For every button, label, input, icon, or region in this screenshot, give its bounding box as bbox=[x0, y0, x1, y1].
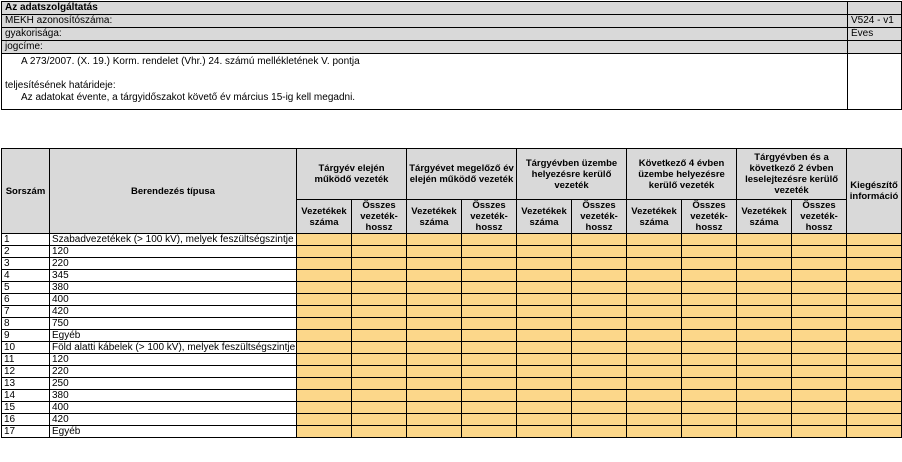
row-number: 5 bbox=[2, 282, 50, 294]
input-cell[interactable] bbox=[682, 306, 737, 318]
input-cell[interactable] bbox=[682, 258, 737, 270]
header-table bbox=[1, 1, 902, 110]
input-cell[interactable] bbox=[792, 234, 847, 246]
input-cell[interactable] bbox=[682, 378, 737, 390]
id-label: MEKH azonosítószáma: bbox=[2, 15, 848, 28]
input-cell[interactable] bbox=[297, 234, 352, 246]
input-cell[interactable] bbox=[682, 366, 737, 378]
row-number: 11 bbox=[2, 354, 50, 366]
input-cell[interactable] bbox=[627, 390, 682, 402]
input-cell[interactable] bbox=[297, 378, 352, 390]
col-extra-header: Kiegészítő információ bbox=[847, 149, 902, 234]
legal-text: A 273/2007. (X. 19.) Korm. rendelet (Vhr.) 24. számú mellékletének V. pontja bbox=[21, 56, 360, 67]
input-cell[interactable] bbox=[737, 258, 792, 270]
input-cell[interactable] bbox=[627, 354, 682, 366]
input-cell[interactable] bbox=[682, 354, 737, 366]
table-row bbox=[2, 342, 902, 354]
legal-description bbox=[2, 54, 848, 110]
group-header-3: Tárgyévben üzembe helyezésre kerülő vezeték bbox=[517, 149, 627, 200]
input-cell[interactable] bbox=[627, 294, 682, 306]
input-cell[interactable] bbox=[407, 402, 462, 414]
input-cell[interactable] bbox=[792, 306, 847, 318]
extra-info-cell[interactable] bbox=[847, 294, 902, 306]
input-cell[interactable] bbox=[737, 246, 792, 258]
input-cell[interactable] bbox=[792, 282, 847, 294]
header-title-blank bbox=[848, 2, 902, 15]
input-cell[interactable] bbox=[462, 282, 517, 294]
input-cell[interactable] bbox=[792, 342, 847, 354]
extra-info-cell[interactable] bbox=[847, 402, 902, 414]
input-cell[interactable] bbox=[517, 246, 572, 258]
data-table bbox=[1, 148, 902, 438]
input-cell[interactable] bbox=[572, 270, 627, 282]
header-title: Az adatszolgáltatás bbox=[2, 2, 848, 15]
input-cell[interactable] bbox=[517, 294, 572, 306]
extra-info-cell[interactable] bbox=[847, 282, 902, 294]
group-header-1: Tárgyév elején működő vezeték bbox=[297, 149, 407, 200]
table-row bbox=[2, 318, 902, 330]
sub-header-count: Vezetékek száma bbox=[737, 200, 792, 234]
row-label: 380 bbox=[50, 390, 297, 402]
sub-header-length: Összes vezeték-hossz bbox=[572, 200, 627, 234]
input-cell[interactable] bbox=[297, 414, 352, 426]
input-cell[interactable] bbox=[627, 414, 682, 426]
input-cell[interactable] bbox=[682, 294, 737, 306]
table-row bbox=[2, 282, 902, 294]
input-cell[interactable] bbox=[407, 306, 462, 318]
row-number: 4 bbox=[2, 270, 50, 282]
row-number: 1 bbox=[2, 234, 50, 246]
input-cell[interactable] bbox=[792, 402, 847, 414]
input-cell[interactable] bbox=[517, 366, 572, 378]
input-cell[interactable] bbox=[517, 318, 572, 330]
input-cell[interactable] bbox=[572, 258, 627, 270]
input-cell[interactable] bbox=[407, 258, 462, 270]
input-cell[interactable] bbox=[627, 402, 682, 414]
table-row bbox=[2, 306, 902, 318]
input-cell[interactable] bbox=[627, 426, 682, 438]
sub-header-count: Vezetékek száma bbox=[627, 200, 682, 234]
input-cell[interactable] bbox=[627, 234, 682, 246]
input-cell[interactable] bbox=[792, 258, 847, 270]
input-cell[interactable] bbox=[572, 246, 627, 258]
freq-label: gyakorisága: bbox=[2, 28, 848, 41]
input-cell[interactable] bbox=[517, 282, 572, 294]
input-cell[interactable] bbox=[682, 390, 737, 402]
table-row bbox=[2, 414, 902, 426]
input-cell[interactable] bbox=[297, 306, 352, 318]
input-cell[interactable] bbox=[517, 426, 572, 438]
input-cell[interactable] bbox=[462, 270, 517, 282]
input-cell[interactable] bbox=[297, 330, 352, 342]
input-cell[interactable] bbox=[352, 330, 407, 342]
input-cell[interactable] bbox=[572, 426, 627, 438]
input-cell[interactable] bbox=[682, 282, 737, 294]
input-cell[interactable] bbox=[572, 366, 627, 378]
input-cell[interactable] bbox=[407, 390, 462, 402]
input-cell[interactable] bbox=[462, 378, 517, 390]
input-cell[interactable] bbox=[352, 390, 407, 402]
input-cell[interactable] bbox=[517, 258, 572, 270]
input-cell[interactable] bbox=[737, 294, 792, 306]
input-cell[interactable] bbox=[682, 246, 737, 258]
input-cell[interactable] bbox=[352, 366, 407, 378]
input-cell[interactable] bbox=[352, 378, 407, 390]
table-row bbox=[2, 390, 902, 402]
table-row bbox=[2, 258, 902, 270]
input-cell[interactable] bbox=[627, 318, 682, 330]
input-cell[interactable] bbox=[352, 258, 407, 270]
row-number: 9 bbox=[2, 330, 50, 342]
input-cell[interactable] bbox=[462, 342, 517, 354]
row-number: 14 bbox=[2, 390, 50, 402]
input-cell[interactable] bbox=[737, 318, 792, 330]
input-cell[interactable] bbox=[737, 414, 792, 426]
table-row bbox=[2, 270, 902, 282]
input-cell[interactable] bbox=[517, 306, 572, 318]
input-cell[interactable] bbox=[462, 258, 517, 270]
input-cell[interactable] bbox=[407, 426, 462, 438]
input-cell[interactable] bbox=[517, 342, 572, 354]
input-cell[interactable] bbox=[572, 306, 627, 318]
input-cell[interactable] bbox=[682, 414, 737, 426]
sub-header-count: Vezetékek száma bbox=[297, 200, 352, 234]
input-cell[interactable] bbox=[297, 270, 352, 282]
description-blank bbox=[848, 54, 902, 110]
input-cell[interactable] bbox=[462, 414, 517, 426]
input-cell[interactable] bbox=[462, 426, 517, 438]
table-row bbox=[2, 366, 902, 378]
input-cell[interactable] bbox=[297, 426, 352, 438]
input-cell[interactable] bbox=[352, 342, 407, 354]
row-label: 120 bbox=[50, 246, 297, 258]
input-cell[interactable] bbox=[297, 366, 352, 378]
input-cell[interactable] bbox=[792, 390, 847, 402]
input-cell[interactable] bbox=[462, 330, 517, 342]
freq-value: Éves bbox=[848, 28, 902, 41]
input-cell[interactable] bbox=[352, 234, 407, 246]
input-cell[interactable] bbox=[352, 414, 407, 426]
legal-label-blank bbox=[848, 41, 902, 54]
input-cell[interactable] bbox=[462, 246, 517, 258]
input-cell[interactable] bbox=[737, 282, 792, 294]
input-cell[interactable] bbox=[792, 366, 847, 378]
row-number: 7 bbox=[2, 306, 50, 318]
input-cell[interactable] bbox=[682, 234, 737, 246]
input-cell[interactable] bbox=[352, 294, 407, 306]
row-number: 8 bbox=[2, 318, 50, 330]
input-cell[interactable] bbox=[682, 270, 737, 282]
input-cell[interactable] bbox=[572, 294, 627, 306]
input-cell[interactable] bbox=[627, 366, 682, 378]
input-cell[interactable] bbox=[517, 270, 572, 282]
input-cell[interactable] bbox=[297, 402, 352, 414]
group-header-2: Tárgyévet megelőző év elején működő vezeték bbox=[407, 149, 517, 200]
input-cell[interactable] bbox=[462, 366, 517, 378]
input-cell[interactable] bbox=[517, 402, 572, 414]
row-label: 345 bbox=[50, 270, 297, 282]
row-label: 380 bbox=[50, 282, 297, 294]
extra-info-cell[interactable] bbox=[847, 390, 902, 402]
input-cell[interactable] bbox=[682, 330, 737, 342]
input-cell[interactable] bbox=[682, 318, 737, 330]
input-cell[interactable] bbox=[737, 234, 792, 246]
extra-info-cell[interactable] bbox=[847, 306, 902, 318]
input-cell[interactable] bbox=[297, 318, 352, 330]
input-cell[interactable] bbox=[407, 270, 462, 282]
input-cell[interactable] bbox=[517, 378, 572, 390]
input-cell[interactable] bbox=[737, 342, 792, 354]
row-label: Egyéb bbox=[50, 426, 297, 438]
input-cell[interactable] bbox=[407, 342, 462, 354]
input-cell[interactable] bbox=[352, 246, 407, 258]
row-label: 400 bbox=[50, 294, 297, 306]
extra-info-cell[interactable] bbox=[847, 414, 902, 426]
input-cell[interactable] bbox=[572, 318, 627, 330]
row-number: 15 bbox=[2, 402, 50, 414]
input-cell[interactable] bbox=[462, 402, 517, 414]
row-number: 13 bbox=[2, 378, 50, 390]
row-label: 120 bbox=[50, 354, 297, 366]
input-cell[interactable] bbox=[407, 354, 462, 366]
input-cell[interactable] bbox=[572, 402, 627, 414]
extra-info-cell[interactable] bbox=[847, 378, 902, 390]
input-cell[interactable] bbox=[407, 366, 462, 378]
row-label: Egyéb bbox=[50, 330, 297, 342]
row-number: 17 bbox=[2, 426, 50, 438]
input-cell[interactable] bbox=[407, 330, 462, 342]
input-cell[interactable] bbox=[297, 282, 352, 294]
input-cell[interactable] bbox=[737, 402, 792, 414]
extra-info-cell[interactable] bbox=[847, 258, 902, 270]
input-cell[interactable] bbox=[462, 306, 517, 318]
input-cell[interactable] bbox=[572, 390, 627, 402]
input-cell[interactable] bbox=[572, 414, 627, 426]
input-cell[interactable] bbox=[407, 414, 462, 426]
input-cell[interactable] bbox=[792, 354, 847, 366]
row-label: 220 bbox=[50, 366, 297, 378]
input-cell[interactable] bbox=[297, 390, 352, 402]
table-row bbox=[2, 354, 902, 366]
input-cell[interactable] bbox=[352, 270, 407, 282]
input-cell[interactable] bbox=[682, 342, 737, 354]
input-cell[interactable] bbox=[352, 318, 407, 330]
input-cell[interactable] bbox=[627, 306, 682, 318]
input-cell[interactable] bbox=[627, 270, 682, 282]
input-cell[interactable] bbox=[572, 234, 627, 246]
sub-header-length: Összes vezeték-hossz bbox=[352, 200, 407, 234]
extra-info-cell[interactable] bbox=[847, 246, 902, 258]
row-label: 750 bbox=[50, 318, 297, 330]
input-cell[interactable] bbox=[462, 354, 517, 366]
row-number: 6 bbox=[2, 294, 50, 306]
sub-header-length: Összes vezeték-hossz bbox=[462, 200, 517, 234]
input-cell[interactable] bbox=[627, 282, 682, 294]
row-number: 12 bbox=[2, 366, 50, 378]
row-label: 220 bbox=[50, 258, 297, 270]
input-cell[interactable] bbox=[407, 246, 462, 258]
input-cell[interactable] bbox=[462, 294, 517, 306]
group-header-4: Következő 4 évben üzembe helyezésre kerülő vezeték bbox=[627, 149, 737, 200]
input-cell[interactable] bbox=[297, 354, 352, 366]
input-cell[interactable] bbox=[462, 234, 517, 246]
deadline-text: Az adatokat évente, a tárgyidőszakot követő év március 15-ig kell megadni. bbox=[21, 92, 356, 103]
input-cell[interactable] bbox=[737, 270, 792, 282]
input-cell[interactable] bbox=[407, 234, 462, 246]
table-body bbox=[2, 234, 902, 438]
input-cell[interactable] bbox=[792, 318, 847, 330]
input-cell[interactable] bbox=[737, 366, 792, 378]
input-cell[interactable] bbox=[792, 270, 847, 282]
row-number: 16 bbox=[2, 414, 50, 426]
input-cell[interactable] bbox=[682, 426, 737, 438]
input-cell[interactable] bbox=[792, 426, 847, 438]
input-cell[interactable] bbox=[352, 402, 407, 414]
input-cell[interactable] bbox=[297, 342, 352, 354]
input-cell[interactable] bbox=[352, 426, 407, 438]
row-number: 2 bbox=[2, 246, 50, 258]
input-cell[interactable] bbox=[572, 378, 627, 390]
table-row bbox=[2, 426, 902, 438]
input-cell[interactable] bbox=[462, 390, 517, 402]
input-cell[interactable] bbox=[627, 378, 682, 390]
extra-info-cell[interactable] bbox=[847, 426, 902, 438]
input-cell[interactable] bbox=[627, 258, 682, 270]
input-cell[interactable] bbox=[297, 246, 352, 258]
legal-label: jogcíme: bbox=[2, 41, 848, 54]
input-cell[interactable] bbox=[682, 402, 737, 414]
input-cell[interactable] bbox=[517, 330, 572, 342]
extra-info-cell[interactable] bbox=[847, 366, 902, 378]
col-type-header: Berendezés típusa bbox=[50, 149, 297, 234]
input-cell[interactable] bbox=[462, 318, 517, 330]
input-cell[interactable] bbox=[517, 414, 572, 426]
extra-info-cell[interactable] bbox=[847, 354, 902, 366]
group-header-5: Tárgyévben és a következő 2 évben leselejtezésre kerülő vezeték bbox=[737, 149, 847, 200]
input-cell[interactable] bbox=[517, 234, 572, 246]
input-cell[interactable] bbox=[737, 330, 792, 342]
input-cell[interactable] bbox=[297, 258, 352, 270]
row-number: 3 bbox=[2, 258, 50, 270]
table-row bbox=[2, 402, 902, 414]
sub-header-count: Vezetékek száma bbox=[517, 200, 572, 234]
row-label: 420 bbox=[50, 414, 297, 426]
extra-info-cell[interactable] bbox=[847, 318, 902, 330]
input-cell[interactable] bbox=[352, 306, 407, 318]
input-cell[interactable] bbox=[572, 330, 627, 342]
extra-info-cell[interactable] bbox=[847, 234, 902, 246]
input-cell[interactable] bbox=[792, 246, 847, 258]
sub-header-count: Vezetékek száma bbox=[407, 200, 462, 234]
row-label: 420 bbox=[50, 306, 297, 318]
extra-info-cell[interactable] bbox=[847, 330, 902, 342]
deadline-label: teljesítésének határideje: bbox=[5, 79, 116, 91]
table-row bbox=[2, 378, 902, 390]
row-label: 250 bbox=[50, 378, 297, 390]
input-cell[interactable] bbox=[407, 282, 462, 294]
table-row bbox=[2, 246, 902, 258]
table-row bbox=[2, 294, 902, 306]
extra-info-cell[interactable] bbox=[847, 270, 902, 282]
input-cell[interactable] bbox=[297, 294, 352, 306]
input-cell[interactable] bbox=[737, 354, 792, 366]
input-cell[interactable] bbox=[352, 354, 407, 366]
table-row bbox=[2, 234, 902, 246]
sub-header-length: Összes vezeték-hossz bbox=[792, 200, 847, 234]
input-cell[interactable] bbox=[737, 426, 792, 438]
col-serial-header: Sorszám bbox=[2, 149, 50, 234]
row-number: 10 bbox=[2, 342, 50, 354]
input-cell[interactable] bbox=[792, 294, 847, 306]
extra-info-cell[interactable] bbox=[847, 342, 902, 354]
input-cell[interactable] bbox=[737, 390, 792, 402]
input-cell[interactable] bbox=[572, 342, 627, 354]
input-cell[interactable] bbox=[517, 354, 572, 366]
input-cell[interactable] bbox=[792, 378, 847, 390]
input-cell[interactable] bbox=[572, 354, 627, 366]
input-cell[interactable] bbox=[407, 378, 462, 390]
input-cell[interactable] bbox=[627, 246, 682, 258]
input-cell[interactable] bbox=[407, 294, 462, 306]
input-cell[interactable] bbox=[572, 282, 627, 294]
input-cell[interactable] bbox=[792, 330, 847, 342]
input-cell[interactable] bbox=[737, 306, 792, 318]
table-row bbox=[2, 330, 902, 342]
sub-header-length: Összes vezeték-hossz bbox=[682, 200, 737, 234]
input-cell[interactable] bbox=[407, 318, 462, 330]
input-cell[interactable] bbox=[627, 342, 682, 354]
input-cell[interactable] bbox=[352, 282, 407, 294]
row-label: 400 bbox=[50, 402, 297, 414]
input-cell[interactable] bbox=[627, 330, 682, 342]
input-cell[interactable] bbox=[517, 390, 572, 402]
row-label: Föld alatti kábelek (> 100 kV), melyek feszültségszintje bbox=[50, 342, 297, 354]
input-cell[interactable] bbox=[792, 414, 847, 426]
row-label: Szabadvezetékek (> 100 kV), melyek feszültségszintje bbox=[50, 234, 297, 246]
id-value: V524 - v1 bbox=[848, 15, 902, 28]
input-cell[interactable] bbox=[737, 378, 792, 390]
